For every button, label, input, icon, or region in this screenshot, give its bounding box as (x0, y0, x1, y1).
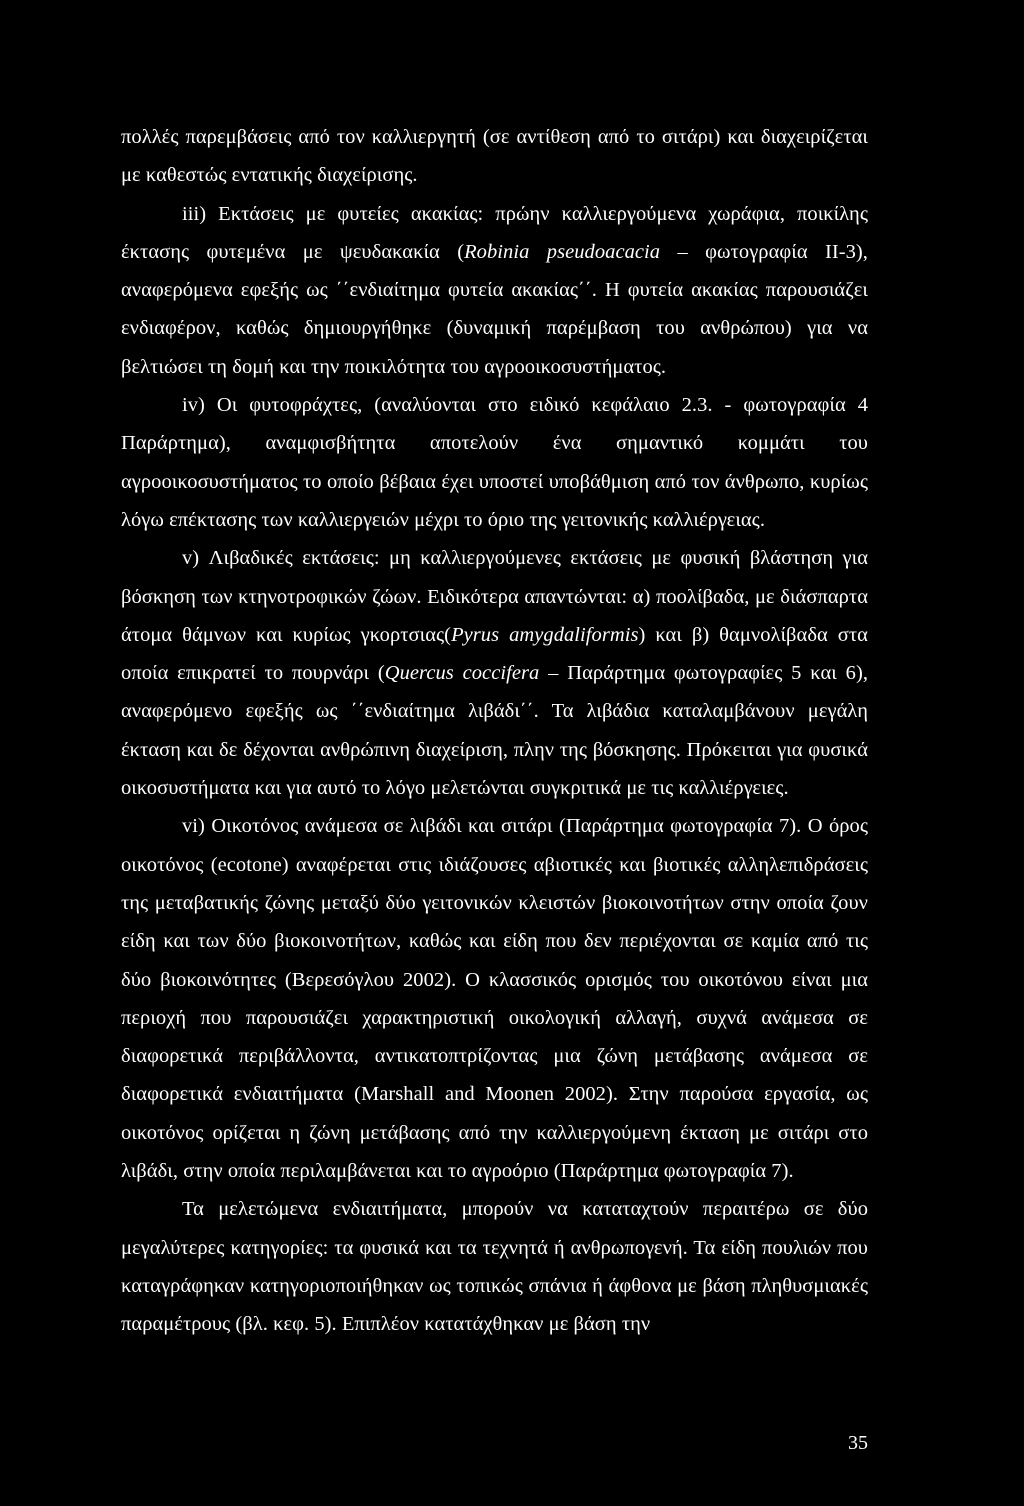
page-number: 35 (848, 1432, 868, 1454)
paragraph-acacia-plantations (121, 195, 868, 386)
paragraph-continuation: πολλές παρεμβάσεις από τον καλλιεργητή (σε αντίθεση από το σιτάρι) και διαχειρίζεται με καθεστώς εντατικής διαχείρισης. (121, 126, 868, 187)
species-name: Pyrus amygdaliformis (451, 623, 639, 646)
paragraph-text: iii) Εκτάσεις με φυτείες ακακίας: πρώην καλλιεργούμενα χωράφια, ποικίλης έκτασης φυτεμένα με ψευδακακία ( (121, 202, 868, 263)
paragraph-text: – Παράρτημα φωτογραφίες 5 και 6), αναφερόμενο εφεξής ως ΄΄ενδιαίτημα λιβάδι΄΄. Τα λιβάδια καταλαμβάνουν μεγάλη έκταση και δε δέχονται ανθρώπινη διαχείριση, πλην της βόσκησης. Πρόκειται για φυσικά οικοσυστήματα και για αυτό το λόγο μελετώνται συγκριτικά με τις καλλιέργειες. (121, 662, 868, 800)
paragraph-text: v) Λιβαδικές εκτάσεις: μη καλλιεργούμενες εκτάσεις με φυσική βλάστηση για βόσκηση των κτηνοτροφικών ζώων. Ειδικότερα απαντώνται: α) ποολίβαδα, με διάσπαρτα άτομα θάμνων και κυρίως γκορτσιας( (121, 547, 868, 646)
body-text (121, 118, 868, 1344)
paragraph-text: ) και β) θαμνολίβαδα στα οποία επικρατεί το πουρνάρι ( (121, 623, 868, 685)
paragraph-habitat-categories: Τα μελετώμενα ενδιαιτήματα, μπορούν να καταταχτούν περαιτέρω σε δύο μεγαλύτερες κατηγορίες: τα φυσικά και τα τεχνητά ή ανθρωπογενή. Τα είδη πουλιών που καταγράφηκαν κατηγοριοποιήθηκαν ως τοπικώς σπάνια ή άφθονα με βάση πληθυσμιακές παραμέτρους (βλ. κεφ. 5). Επιπλέον κατατάχθηκαν με βάση την (121, 1198, 868, 1336)
species-name: Robinia pseudoacacia (464, 240, 661, 263)
paragraph-grasslands (121, 539, 868, 807)
paragraph-text: – φωτογραφία II-3), αναφερόμενα εφεξής ως ΄΄ενδιαίτημα φυτεία ακακίας΄΄. Η φυτεία ακακίας παρουσιάζει ενδιαφέρον, καθώς δημιουργήθηκε (δυναμική παρέμβαση του ανθρώπου) για να βελτιώσει τη δομή και την ποικιλότητα του αγροοικοσυστήματος. (121, 240, 868, 378)
paragraph-hedgerows: iv) Οι φυτοφράχτες, (αναλύονται στο ειδικό κεφάλαιο 2.3. - φωτογραφία 4 Παράρτημα), αναμφισβήτητα αποτελούν ένα σημαντικό κομμάτι του αγροοικοσυστήματος το οποίο βέβαια έχει υποστεί υποβάθμιση από τον άνθρωπο, κυρίως λόγω επέκτασης των καλλιεργειών μέχρι το όριο της γειτονικής καλλιέργειας. (121, 394, 868, 531)
species-name: Quercus coccifera (384, 662, 540, 685)
paragraph-ecotone: vi) Οικοτόνος ανάμεσα σε λιβάδι και σιτάρι (Παράρτημα φωτογραφία 7). Ο όρος οικοτόνος (ecotone) αναφέρεται στις ιδιάζουσες αβιοτικές και βιοτικές αλληλεπιδράσεις της μεταβατικής ζώνης μεταξύ δύο γειτονικών κλειστών βιοκοινοτήτων στην οποία ζουν είδη και των δύο βιοκοινοτήτων, καθώς και είδη που δεν περιέχονται σε καμία από τις δύο βιοκοινότητες (Βερεσόγλου 2002). Ο κλασσικός ορισμός του οικοτόνου είναι μια περιοχή που παρουσιάζει χαρακτηριστική οικολογική αλλαγή, συχνά ανάμεσα σε διαφορετικά περιβάλλοντα, αντικατοπτρίζοντας μια ζώνη μετάβασης ανάμεσα σε διαφορετικά ενδιαιτήματα (Marshall and Moonen 2002). Στην παρούσα εργασία, ως οικοτόνος ορίζεται η ζώνη μετάβασης από την καλλιεργούμενη έκταση με σιτάρι στο λιβάδι, στην οποία περιλαμβάνεται και το αγροόριο (Παράρτημα φωτογραφία 7). (121, 815, 868, 1183)
